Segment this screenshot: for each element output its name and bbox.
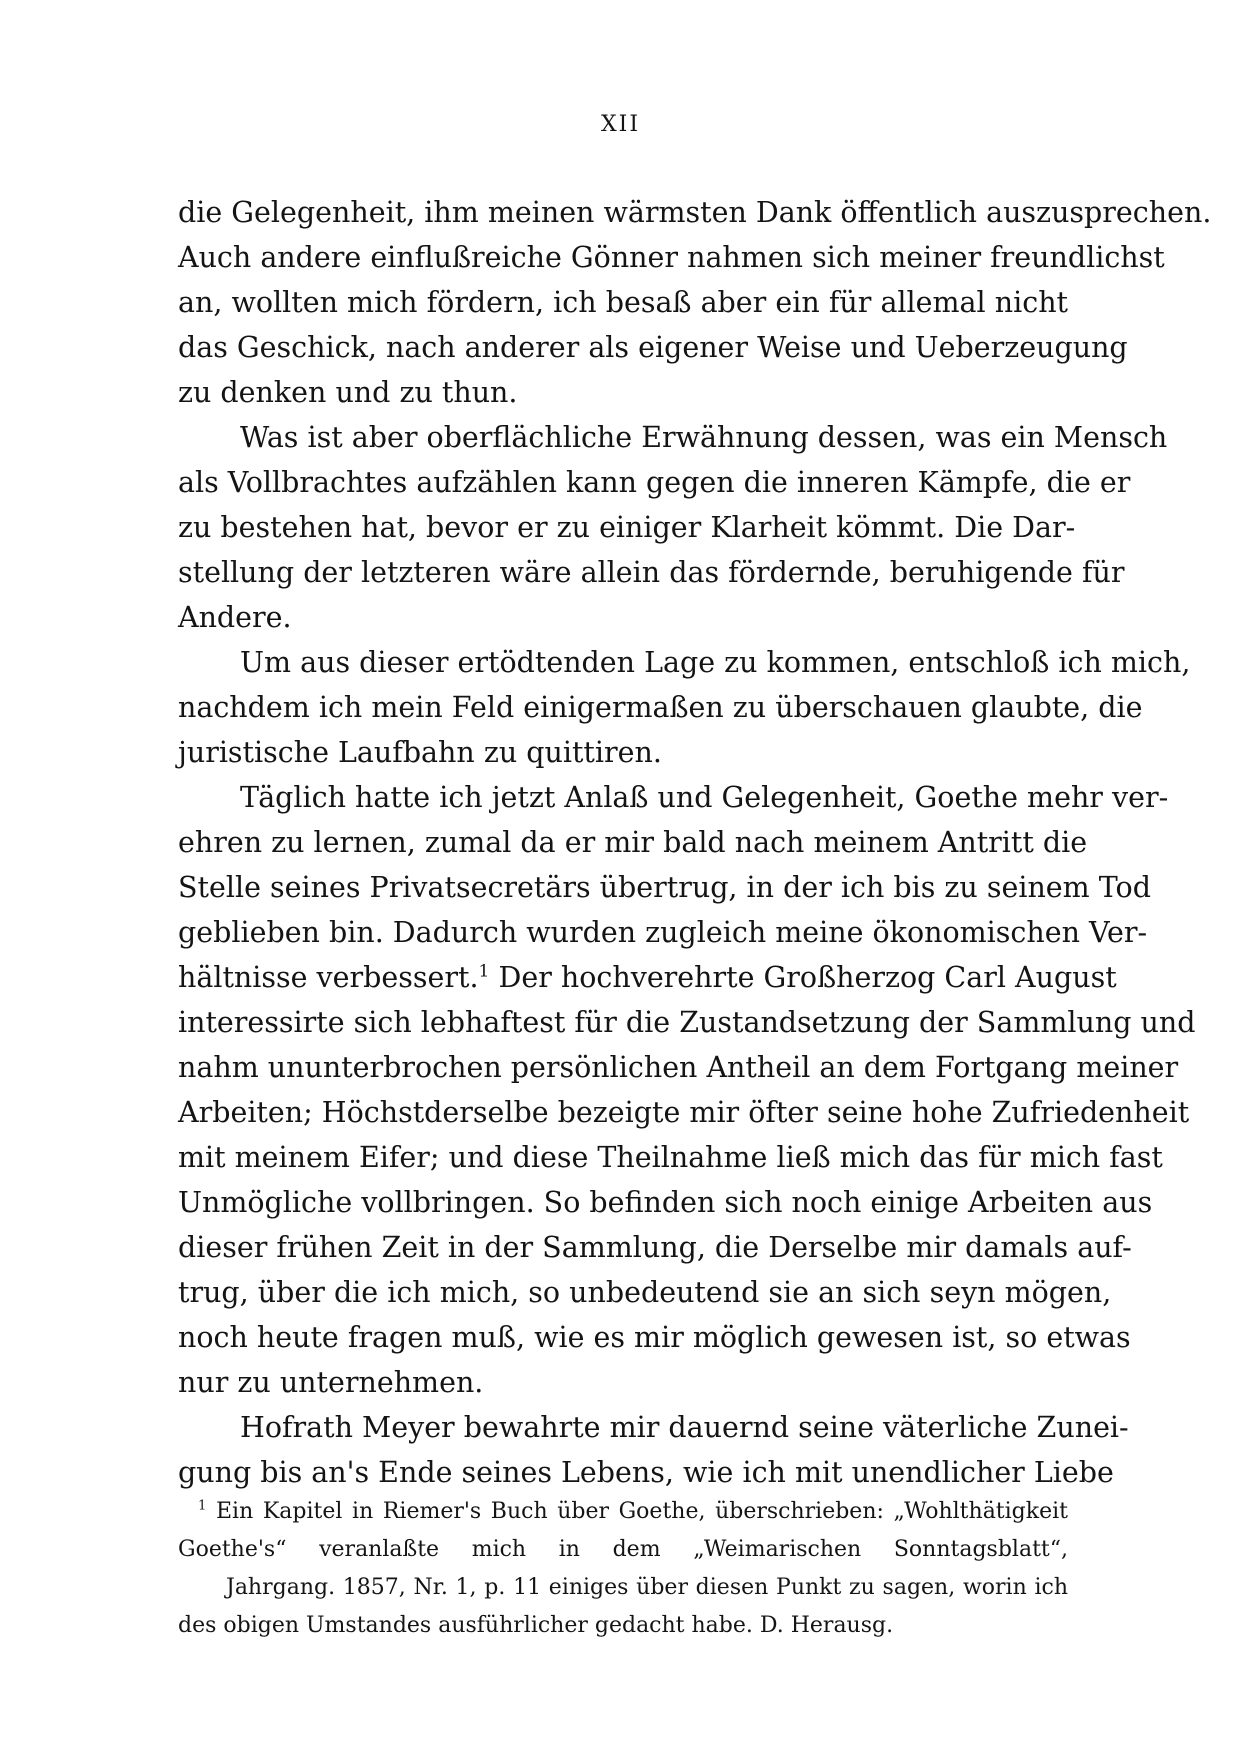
text-line: gung bis an's Ende seines Lebens, wie ich mit unendlicher Liebe — [178, 1456, 1114, 1489]
text-line: noch heute fragen muß, wie es mir möglich gewesen ist, so etwas — [178, 1321, 1131, 1354]
text-line: nahm ununterbrochen persönlichen Antheil an dem Fortgang meiner — [178, 1051, 1179, 1084]
footnote-line: des obigen Umstandes ausführlicher gedacht habe. D. Herausg. — [178, 1613, 894, 1638]
text-line-with-footnote — [178, 955, 1117, 1000]
text-line: nachdem ich mein Feld einigermaßen zu überschauen glaubte, die — [178, 691, 1143, 724]
text-line: die Gelegenheit, ihm meinen wärmsten Dank öffentlich auszusprechen. — [178, 196, 1212, 229]
page-number: XII — [600, 112, 641, 137]
text-line: als Vollbrachtes aufzählen kann gegen die inneren Kämpfe, die er — [178, 466, 1131, 499]
text-line: Arbeiten; Höchstderselbe bezeigte mir öfter seine hohe Zufriedenheit — [178, 1096, 1190, 1129]
text-segment: Der hochverehrte Großherzog Carl August — [498, 961, 1117, 994]
text-segment: hältnisse verbessert. — [178, 961, 479, 994]
text-line: Was ist aber oberflächliche Erwähnung dessen, was ein Mensch — [240, 421, 1168, 454]
text-line: dieser frühen Zeit in der Sammlung, die Derselbe mir damals auf- — [178, 1231, 1132, 1264]
text-line: geblieben bin. Dadurch wurden zugleich meine ökonomischen Ver- — [178, 916, 1148, 949]
footnote — [178, 1493, 1068, 1645]
text-line: Stelle seines Privatsecretärs übertrug, in der ich bis zu seinem Tod — [178, 871, 1151, 904]
footnote-text: Ein Kapitel in Riemer's Buch über Goethe, überschrieben: „Wohlthätigkeit — [216, 1499, 1068, 1524]
footnote-line: Goethe's“ veranlaßte mich in dem „Weimarischen Sonntagsblatt“, — [178, 1537, 1068, 1562]
footnote-line — [178, 1493, 1068, 1531]
text-line: juristische Laufbahn zu quittiren. — [178, 736, 662, 769]
footnote-reference: 1 — [478, 961, 490, 982]
text-line: stellung der letzteren wäre allein das fördernde, beruhigende für — [178, 556, 1125, 589]
text-line: Andere. — [178, 601, 292, 634]
text-line: ehren zu lernen, zumal da er mir bald nach meinem Antritt die — [178, 826, 1088, 859]
text-line: zu bestehen hat, bevor er zu einiger Klarheit kömmt. Die Dar- — [178, 511, 1076, 544]
text-line: trug, über die ich mich, so unbedeutend sie an sich seyn mögen, — [178, 1276, 1112, 1309]
text-line: Hofrath Meyer bewahrte mir dauernd seine väterliche Zunei- — [240, 1411, 1129, 1444]
text-line: das Geschick, nach anderer als eigener Weise und Ueberzeugung — [178, 331, 1128, 364]
text-line: interessirte sich lebhaftest für die Zustandsetzung der Sammlung und — [178, 1006, 1196, 1039]
body-text — [178, 190, 1212, 1495]
text-line: zu denken und zu thun. — [178, 376, 518, 409]
footnote-marker: 1 — [198, 1498, 207, 1514]
footnote-line: Jahrgang. 1857, Nr. 1, p. 11 einiges über diesen Punkt zu sagen, worin ich — [226, 1575, 1068, 1600]
text-line: Unmögliche vollbringen. So befinden sich noch einige Arbeiten aus — [178, 1186, 1153, 1219]
text-line: mit meinem Eifer; und diese Theilnahme ließ mich das für mich fast — [178, 1141, 1163, 1174]
text-line: an, wollten mich fördern, ich besaß aber ein für allemal nicht — [178, 286, 1068, 319]
text-line: Täglich hatte ich jetzt Anlaß und Gelegenheit, Goethe mehr ver- — [240, 781, 1169, 814]
text-line: nur zu unternehmen. — [178, 1366, 484, 1399]
text-line: Um aus dieser ertödtenden Lage zu kommen, entschloß ich mich, — [240, 646, 1191, 679]
text-line: Auch andere einflußreiche Gönner nahmen sich meiner freundlichst — [178, 241, 1165, 274]
